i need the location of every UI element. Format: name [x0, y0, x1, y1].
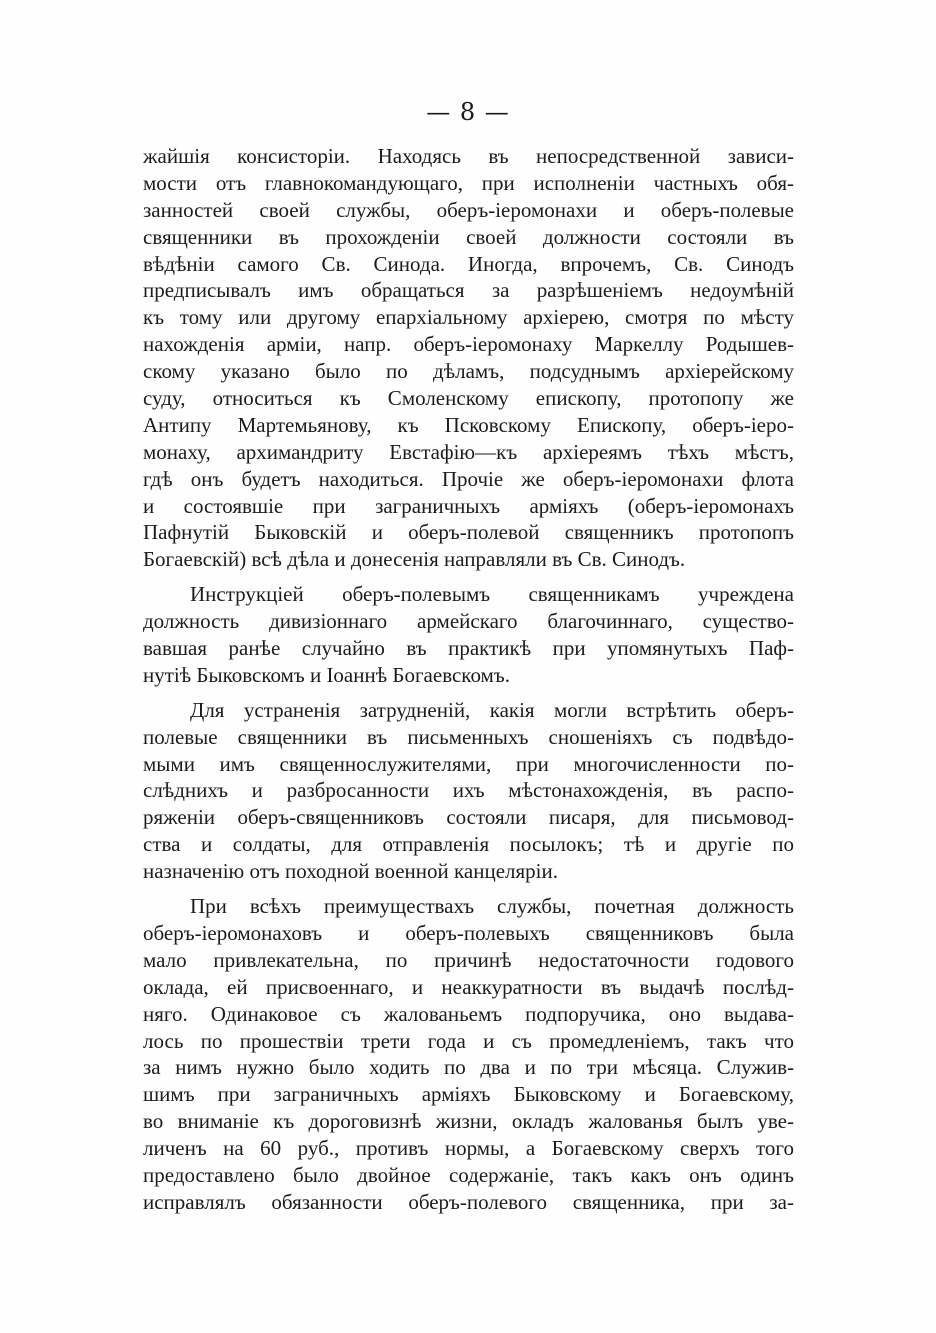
text-line: нутіѣ Быковскомъ и Іоаннѣ Богаевскомъ. [143, 662, 510, 687]
text-line: ряженіи оберъ-священниковъ состояли писаря, для письмовод- [143, 805, 794, 830]
paragraph [143, 143, 794, 573]
body-text [143, 143, 794, 1216]
text-line: за нимъ нужно было ходить по два и по три мѣсяца. Служив- [143, 1055, 794, 1080]
text-line: суду, относиться къ Смоленскому епископу, протопопу же [143, 386, 794, 411]
page-number: — 8 — [426, 98, 510, 126]
text-line: Пафнутій Быковскій и оберъ-полевой священникъ протопопъ [143, 520, 794, 545]
text-line: занностей своей службы, оберъ-іеромонахи и оберъ-полевые [143, 197, 794, 222]
text-line: гдѣ онъ будетъ находиться. Прочіе же оберъ-іеромонахи флота [143, 466, 794, 491]
text-line: должность дивизіоннаго армейскаго благочиннаго, существо- [143, 609, 794, 634]
text-line: предписывалъ имъ обращаться за разрѣшеніемъ недоумѣній [143, 278, 794, 303]
paragraph-gap [143, 573, 794, 581]
text-line: священники въ прохожденіи своей должности состояли въ [143, 224, 794, 249]
paragraph-gap [143, 885, 794, 893]
text-line: слѣднихъ и разбросанности ихъ мѣстонахожденія, въ распо- [143, 778, 794, 803]
text-line: предоставлено было двойное содержаніе, такъ какъ онъ одинъ [143, 1162, 794, 1187]
text-line: При всѣхъ преимуществахъ службы, почетная должность [190, 894, 794, 919]
text-line: Богаевскій) всѣ дѣла и донесенія направляли въ Св. Синодъ. [143, 547, 686, 572]
text-line: исправлялъ обязанности оберъ-полевого священника, при за- [143, 1189, 794, 1214]
text-line: нахожденія арміи, напр. оберъ-іеромонаху Маркеллу Родышев- [143, 332, 794, 357]
text-line: мости отъ главнокомандующаго, при исполненіи частныхъ обя- [143, 170, 794, 195]
text-line: во вниманіе къ дороговизнѣ жизни, окладъ жалованья былъ уве- [143, 1109, 794, 1134]
paragraph [143, 893, 794, 1216]
text-line: лось по прошествіи трети года и съ промедленіемъ, такъ что [143, 1028, 794, 1053]
text-line: оберъ-іеромонаховъ и оберъ-полевыхъ священниковъ была [143, 920, 794, 945]
text-line: жайшія консисторіи. Находясь въ непосредственной зависи- [143, 144, 794, 168]
paragraph [143, 697, 794, 885]
text-line: вавшая ранѣе случайно въ практикѣ при упомянутыхъ Паф- [143, 636, 794, 661]
text-line: назначенію отъ походной военной канцеляріи. [143, 859, 558, 884]
text-line: ства и солдаты, для отправленія посылокъ; тѣ и другіе по [143, 832, 794, 857]
paragraph-gap [143, 689, 794, 697]
text-line: личенъ на 60 руб., противъ нормы, а Богаевскому сверхъ того [143, 1136, 794, 1161]
text-line: шимъ при заграничныхъ арміяхъ Быковскому и Богаевскому, [143, 1082, 794, 1107]
text-line: няго. Одинаковое съ жалованьемъ подпоручика, оно выдава- [143, 1001, 794, 1026]
text-line: полевые священники въ письменныхъ сношеніяхъ съ подвѣдо- [143, 724, 794, 749]
text-line: Антипу Мартемьянову, къ Псковскому Епископу, оберъ-іеро- [143, 412, 794, 437]
text-line: вѣдѣніи самого Св. Синода. Иногда, впрочемъ, Св. Синодъ [143, 251, 794, 276]
text-line: къ тому или другому епархіальному архіерею, смотря по мѣсту [143, 305, 794, 330]
text-line: Инструкціей оберъ-полевымъ священникамъ учреждена [190, 582, 794, 607]
paragraph [143, 581, 794, 689]
text-line: оклада, ей присвоеннаго, и неаккуратности въ выдачѣ послѣд- [143, 974, 794, 999]
text-line: монаху, архимандриту Евстафію—къ архіереямъ тѣхъ мѣстъ, [143, 439, 794, 464]
text-line: Для устраненія затрудненій, какія могли встрѣтить оберъ- [190, 697, 794, 722]
text-line: мыми имъ священнослужителями, при многочисленности по- [143, 751, 794, 776]
text-line: мало привлекательна, по причинѣ недостаточности годового [143, 947, 794, 972]
text-line: и состоявшіе при заграничныхъ арміяхъ (оберъ-іеромонахъ [143, 493, 794, 518]
text-line: скому указано было по дѣламъ, подсуднымъ архіерейскому [143, 359, 794, 384]
